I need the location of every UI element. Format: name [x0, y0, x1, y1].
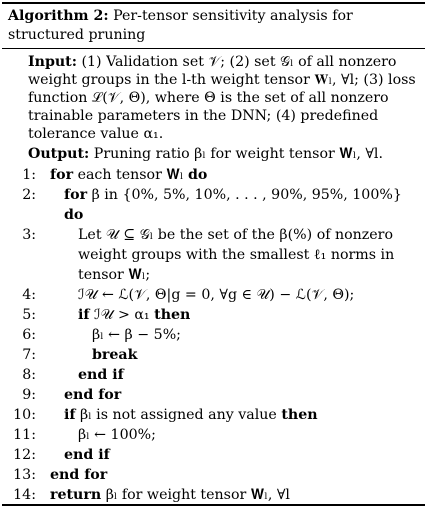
- algorithm-body: [2, 49, 425, 509]
- algorithm-line: [8, 285, 419, 305]
- algorithm-line: [8, 325, 419, 345]
- keyword: end if: [64, 447, 110, 463]
- output-label: Output:: [28, 146, 90, 162]
- input-text: (1) Validation set 𝒱; (2) set 𝒢ₗ of all nonzero weight groups in the l-th weight tensor 𝐖ₗ, ∀l; (3) loss function ℒ(𝒱, Θ), where Θ is the set of all nonzero trainable parameters in the DNN; (4) predefined tolerance value α₁.: [28, 54, 416, 142]
- line-number: 12:: [13, 447, 36, 463]
- keyword: for: [50, 167, 74, 183]
- line-text: βₗ ← 100%;: [78, 427, 156, 443]
- line-text: βₗ is not assigned any value: [80, 407, 277, 423]
- line-content: [50, 485, 290, 505]
- line-content: [64, 385, 121, 405]
- algorithm-line: [8, 405, 419, 425]
- keyword: for: [64, 187, 88, 203]
- line-text: β in {0%, 5%, 10%, . . . , 90%, 95%, 100%}: [91, 187, 402, 203]
- algorithm-line: [8, 305, 419, 325]
- input-block: [8, 53, 419, 143]
- keyword: if: [78, 307, 90, 323]
- keyword: end if: [78, 367, 124, 383]
- line-content: [92, 325, 181, 345]
- output-text: Pruning ratio βₗ for weight tensor 𝐖ₗ, ∀l.: [93, 146, 383, 162]
- keyword: end for: [50, 467, 108, 483]
- line-number: 7:: [22, 347, 36, 363]
- line-text: βₗ for weight tensor 𝐖ₗ, ∀l: [105, 487, 290, 503]
- line-content: [78, 225, 410, 285]
- keyword: do: [187, 167, 208, 183]
- algorithm-line: [8, 465, 419, 485]
- input-label: Input:: [28, 54, 77, 70]
- line-text: Let 𝒰 ⊆ 𝒢ₗ be the set of the β(%) of nonzero weight groups with the smallest ℓ₁ norms in tensor 𝐖ₗ;: [78, 227, 395, 283]
- line-number: 3:: [22, 227, 36, 243]
- line-content: [50, 465, 107, 485]
- algorithm-line: [8, 385, 419, 405]
- keyword: end for: [64, 387, 122, 403]
- algorithm-line: [8, 425, 419, 445]
- line-text: each tensor 𝐖ₗ: [77, 167, 184, 183]
- caption-text: Per-tensor sensitivity analysis for structured pruning: [8, 8, 353, 43]
- algorithm-line: [8, 225, 419, 285]
- line-content: [78, 305, 190, 325]
- line-number: 1:: [22, 167, 36, 183]
- keyword: do: [64, 207, 84, 223]
- algorithm-line: [8, 165, 419, 185]
- keyword: then: [154, 307, 191, 323]
- caption-label: Algorithm 2:: [8, 8, 109, 24]
- line-number: 11:: [13, 427, 36, 443]
- algorithm-lines: [8, 165, 419, 505]
- line-content: [92, 345, 137, 365]
- line-number: 9:: [22, 387, 36, 403]
- algorithm-line: [8, 185, 419, 225]
- line-content: [64, 405, 318, 425]
- keyword: if: [64, 407, 76, 423]
- algorithm-line: [8, 485, 419, 505]
- algorithm-caption: [2, 4, 425, 48]
- line-number: 2:: [22, 187, 36, 203]
- keyword: then: [281, 407, 318, 423]
- line-content: [78, 365, 124, 385]
- algorithm-line: [8, 365, 419, 385]
- line-number: 5:: [22, 307, 36, 323]
- line-text: βₗ ← β − 5%;: [92, 327, 181, 343]
- line-number: 6:: [22, 327, 36, 343]
- line-number: 10:: [13, 407, 36, 423]
- line-text: ℐ𝒰 > α₁: [94, 307, 150, 323]
- line-content: [64, 445, 110, 465]
- line-number: 4:: [22, 287, 36, 303]
- bottom-rule: [2, 504, 425, 506]
- algorithm-line: [8, 445, 419, 465]
- algorithm-line: [8, 345, 419, 365]
- line-number: 14:: [13, 487, 36, 503]
- keyword: return: [50, 487, 102, 503]
- line-number: 8:: [22, 367, 36, 383]
- line-content: [78, 425, 156, 445]
- line-content: [64, 185, 410, 225]
- algorithm-box: [2, 2, 425, 506]
- output-block: [8, 145, 419, 163]
- line-text: ℐ𝒰 ← ℒ(𝒱, Θ|g = 0, ∀g ∈ 𝒰) − ℒ(𝒱, Θ);: [78, 287, 355, 303]
- keyword: break: [92, 347, 138, 363]
- line-content: [50, 165, 207, 185]
- line-number: 13:: [13, 467, 36, 483]
- line-content: [78, 285, 354, 305]
